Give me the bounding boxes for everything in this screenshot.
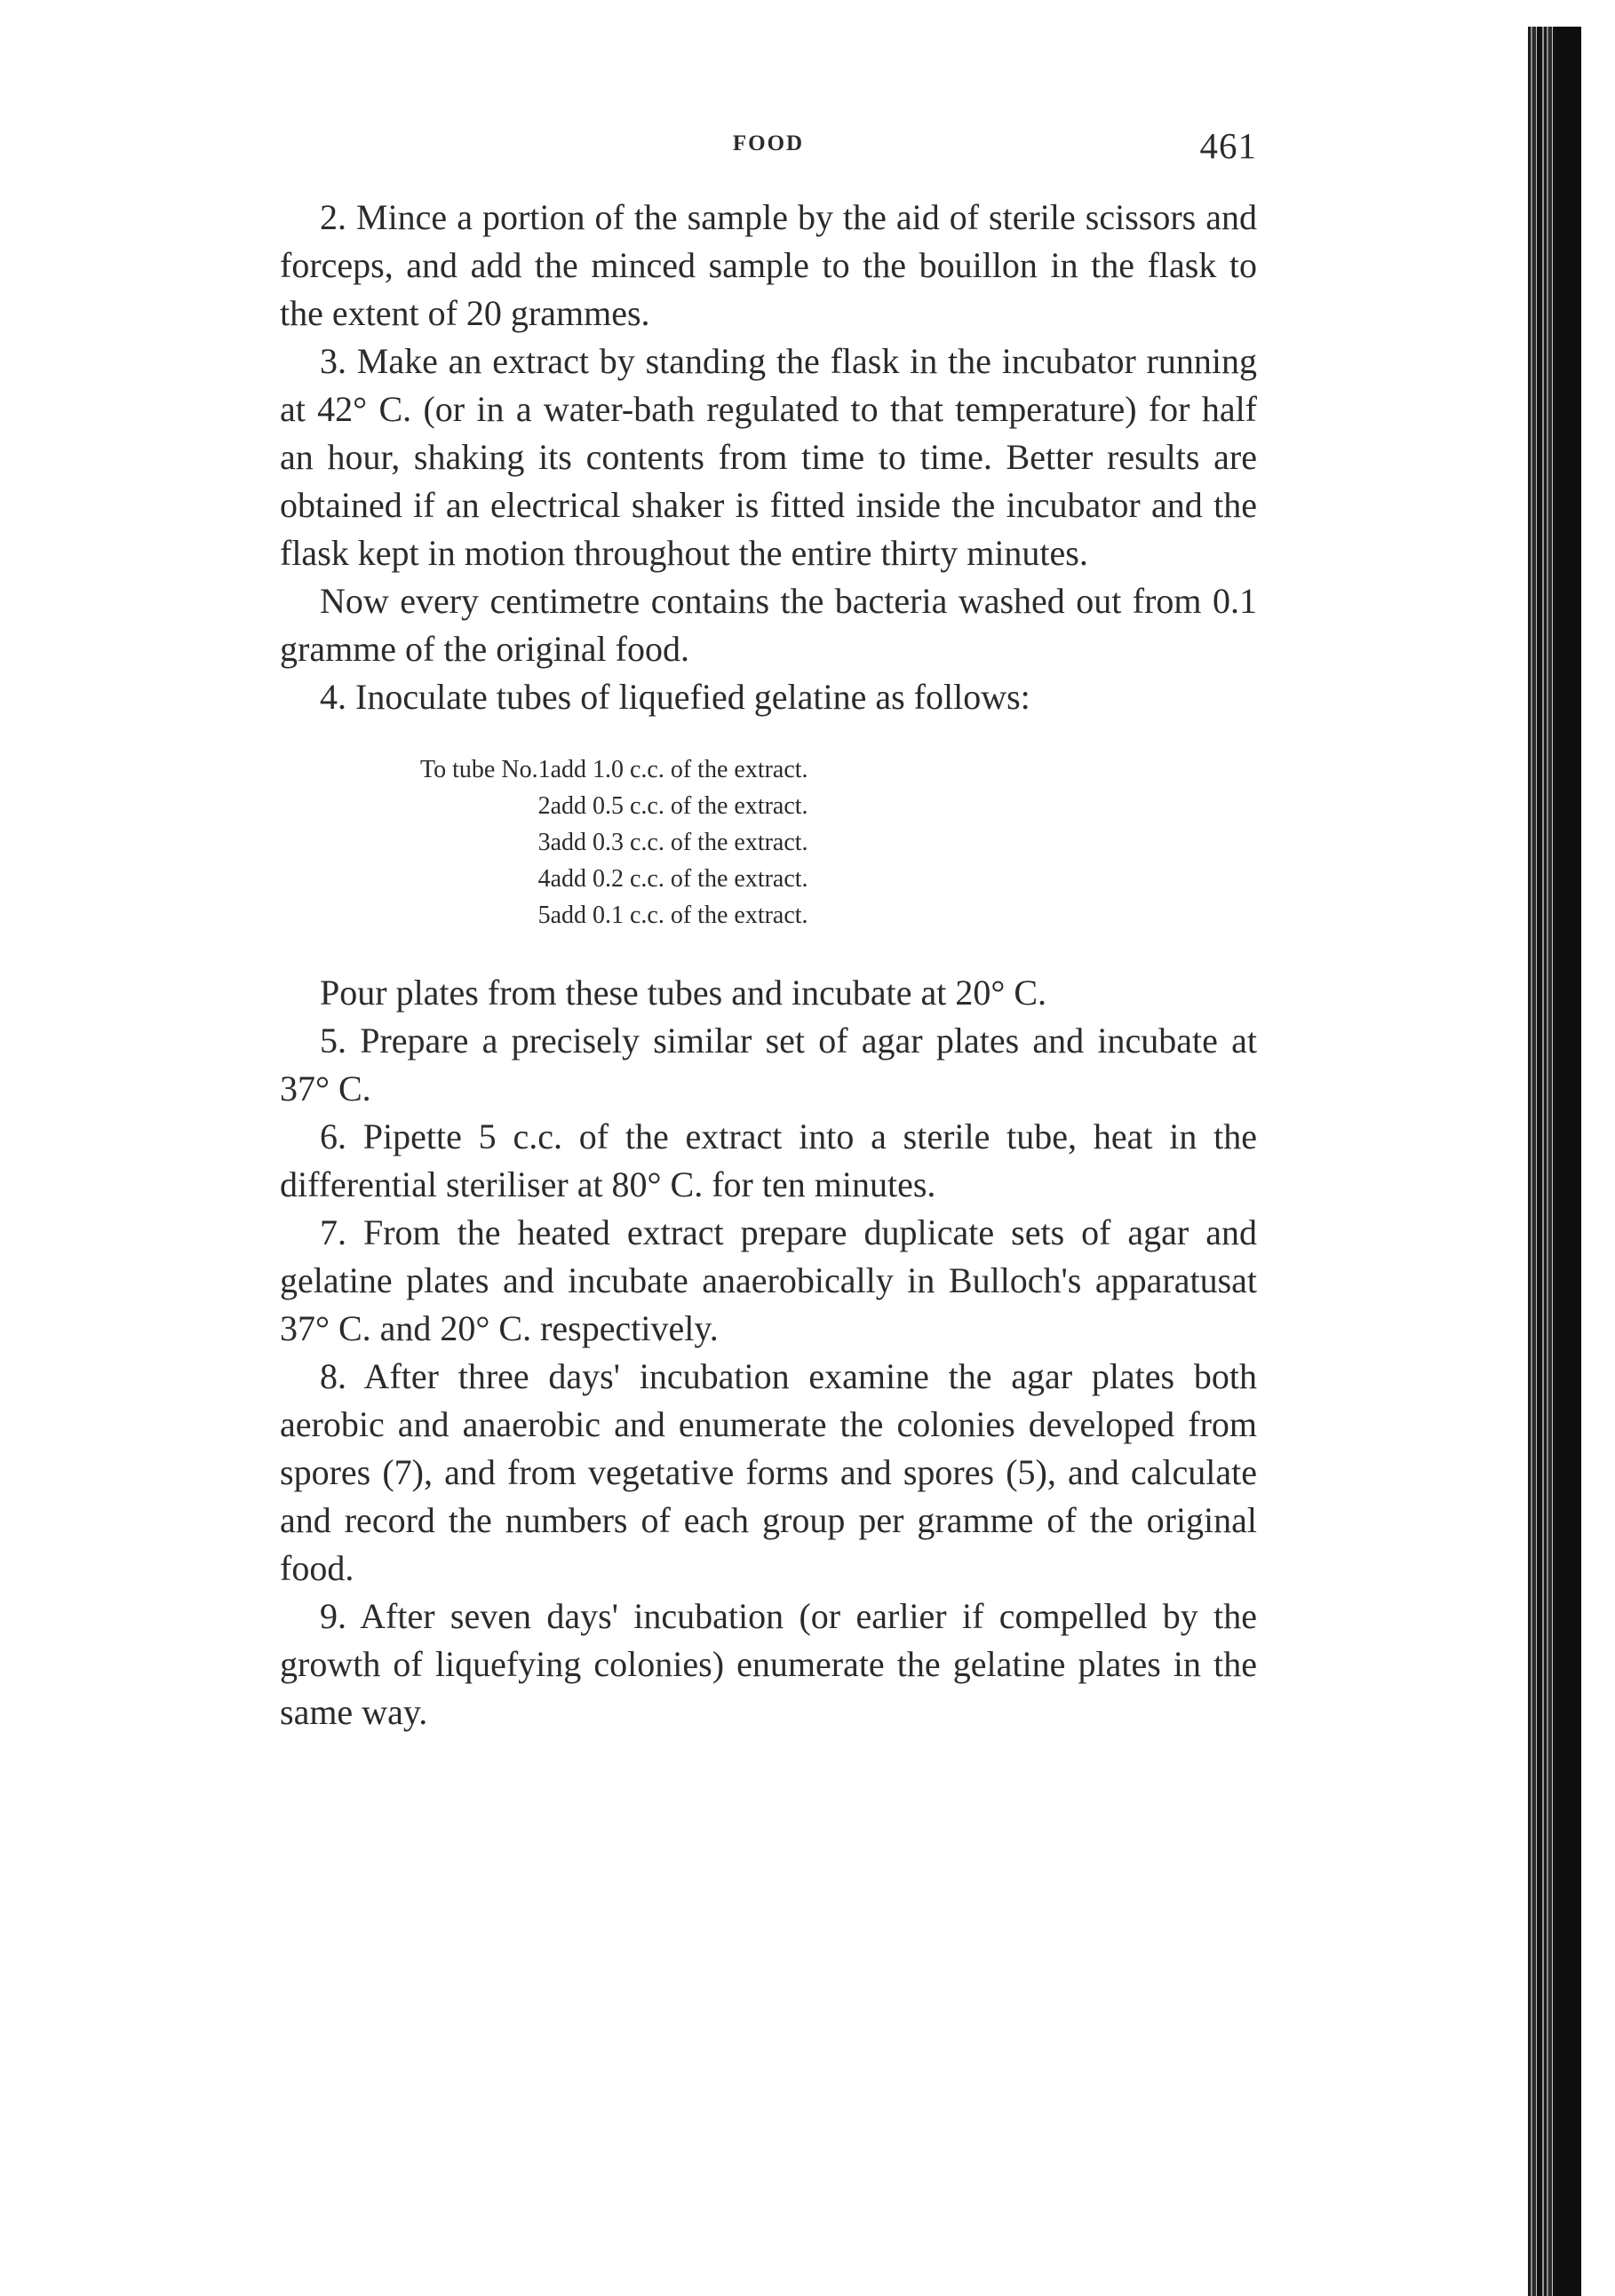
dosage-row [420,824,808,861]
paragraph-step-8: 8. After three days' incubation examine the agar plates both aerobic and anaerobic and enumerate the colonies developed from spores (7), and from vegetative forms and spores (5), and calculate and record the numbers of each group per gramme of the original food. [280,1356,1257,1588]
dosage-text: add 0.5 c.c. of the extract. [550,792,808,820]
tube-number: 4 [537,865,551,893]
tube-number: 3 [537,829,551,856]
page-number: 461 [1199,125,1257,166]
paragraph-step-4: 4. Inoculate tubes of liquefied gelatine as follows: [320,677,1030,717]
paragraph-step-2: 2. Mince a portion of the sample by the aid of sterile scissors and forceps, and add the minced sample to the bouillon in the flask to the extent of 20 grammes. [280,197,1257,333]
dosage-row [420,751,808,788]
dosage-text: add 0.3 c.c. of the extract. [550,829,808,856]
running-title: FOOD [732,131,805,155]
paragraph-step-7: 7. From the heated extract prepare duplicate sets of agar and gelatine plates and incubate anaerobically in Bulloch's apparatusat 37° C. and 20° C. respectively. [280,1212,1257,1348]
paragraph-pour-plates: Pour plates from these tubes and incubate at 20° C. [320,973,1047,1013]
dosage-row [420,861,808,897]
page-body [280,194,1257,1736]
dosage-text: add 1.0 c.c. of the extract. [550,756,808,783]
book-edge-shadow [1528,27,1581,2296]
tube-number: 1 [537,756,551,783]
paragraph-step-3: 3. Make an extract by standing the flask in the incubator running at 42° C. (or in a water-bath regulated to that temperature) for half an hour, shaking its contents from time to time. Better results are obtained if an electrical shaker is fitted inside the incubator and the flask kept in motion throughout the entire thirty minutes. [280,341,1257,573]
dosage-row [420,788,808,824]
tube-number: 2 [537,792,551,820]
paragraph-step-6: 6. Pipette 5 c.c. of the extract into a sterile tube, heat in the differential steriliser at 80° C. for ten minutes. [280,1116,1257,1204]
paragraph-note: Now every centimetre contains the bacteria washed out from 0.1 gramme of the original food. [280,581,1257,669]
dosage-text: add 0.1 c.c. of the extract. [550,902,808,929]
dosage-prefix: To tube No. [420,756,538,783]
running-head [280,124,1257,169]
tube-number: 5 [537,902,551,929]
paragraph-step-5: 5. Prepare a precisely similar set of agar plates and incubate at 37° C. [280,1021,1257,1108]
dosage-row [420,897,808,933]
paragraph-step-9: 9. After seven days' incubation (or earlier if compelled by the growth of liquefying colonies) enumerate the gelatine plates in the same way. [280,1596,1257,1732]
dosage-text: add 0.2 c.c. of the extract. [550,865,808,893]
dosage-table [420,751,808,933]
